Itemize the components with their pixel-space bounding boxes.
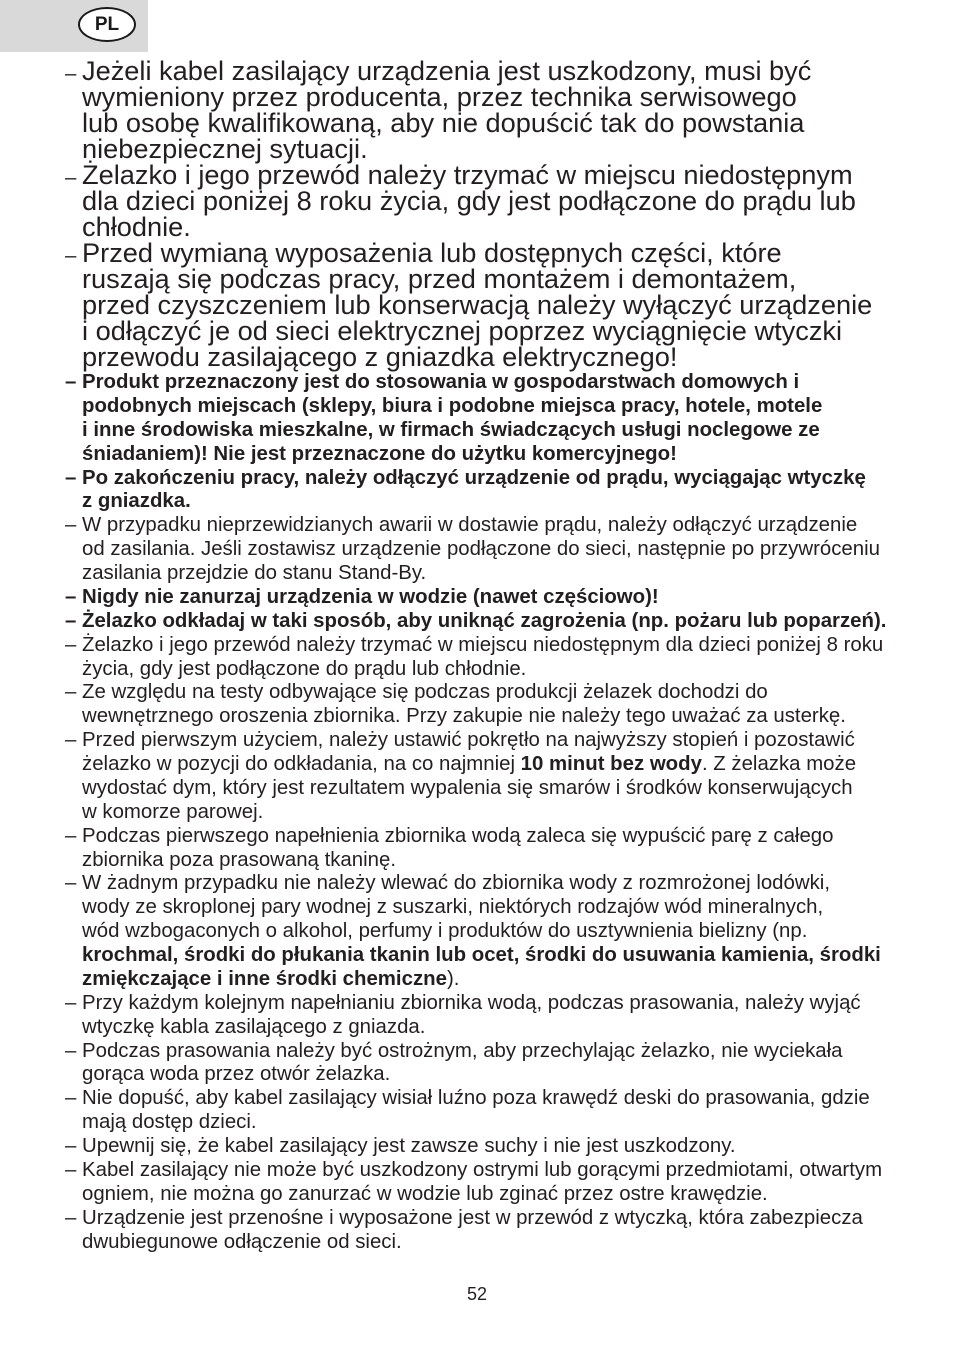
- text-segment: Ze względu na testy odbywające się podczas produkcji żelazek dochodzi do: [82, 681, 768, 704]
- instruction-item-line: [0, 825, 954, 849]
- text-segment: gorąca woda przez otwór żelazka.: [82, 1063, 391, 1086]
- text-segment: zbiornika poza prasowaną tkaninę.: [82, 848, 396, 871]
- instruction-item-line: [0, 1063, 954, 1087]
- text-segment: lub osobę kwalifikowaną, aby nie dopuścić tak do powstania: [82, 106, 805, 138]
- instruction-item-line: [0, 634, 954, 658]
- list-bullet: –: [65, 62, 77, 85]
- text-segment: W żadnym przypadku nie należy wlewać do zbiornika wody z rozmrożonej lodówki,: [82, 872, 830, 895]
- text-segment: w komorze parowej.: [82, 800, 264, 823]
- text-segment: niebezpiecznej sytuacji.: [82, 132, 368, 164]
- text-segment: mają dostęp dzieci.: [82, 1111, 257, 1134]
- text-segment: 10 minut bez wody: [520, 753, 702, 775]
- text-segment: żelazko w pozycji do odkładania, na co najmniej: [82, 753, 521, 775]
- list-bullet: –: [65, 1039, 77, 1062]
- list-bullet: –: [65, 1158, 77, 1181]
- list-bullet: –: [65, 514, 77, 537]
- text-segment: wody ze skroplonej pary wodnej z suszarki, niektórych rodzajów wód mineralnych,: [82, 896, 824, 919]
- text-segment: W przypadku nieprzewidzianych awarii w dostawie prądu, należy odłączyć urządzenie: [82, 514, 858, 537]
- text-segment: wewnętrznego oroszenia zbiornika. Przy zakupie nie należy tego uważać za usterkę.: [82, 705, 846, 728]
- instruction-item-line: [0, 849, 954, 873]
- text-segment: od zasilania. Jeśli zostawisz urządzenie podłączone do sieci, następnie po przywróceniu: [82, 538, 880, 561]
- warning-item: [0, 158, 954, 242]
- instruction-item: [0, 992, 954, 1040]
- instruction-item: [0, 825, 954, 873]
- instruction-item-line: [0, 419, 954, 443]
- instruction-item: [0, 586, 954, 610]
- instruction-item-line: [0, 1087, 954, 1111]
- text-segment: ruszają się podczas pracy, przed montażem i demontażem,: [82, 262, 797, 294]
- instruction-item-line: [0, 586, 954, 610]
- instruction-item-line: [0, 490, 954, 514]
- instruction-item-line: [0, 968, 954, 992]
- instruction-item-line: [0, 1111, 954, 1135]
- instruction-item-line: [0, 729, 954, 753]
- language-tab: [0, 0, 148, 52]
- list-bullet: –: [65, 371, 77, 393]
- instruction-item-line: [0, 1040, 954, 1064]
- instruction-item-line: [0, 1159, 954, 1183]
- text-segment: . Z żelazka może: [701, 753, 857, 775]
- text-segment: krochmal, środki do płukania tkanin lub ocet, środki do usuwania kamienia, środki: [82, 944, 881, 966]
- instruction-item-line: [0, 371, 954, 395]
- warning-item-line: [0, 340, 954, 372]
- instruction-item: [0, 729, 954, 825]
- list-bullet: –: [65, 609, 77, 632]
- text-segment: Produkt przeznaczony jest do stosowania w gospodarstwach domowych i: [82, 371, 800, 393]
- instruction-item-line: [0, 395, 954, 419]
- instruction-item: [0, 872, 954, 991]
- instruction-item-line: [0, 1016, 954, 1040]
- instruction-item-line: [0, 538, 954, 562]
- instruction-item-line: [0, 944, 954, 968]
- text-segment: zasilania przejdzie do stanu Stand-By.: [82, 562, 427, 584]
- text-segment: wydostać dym, który jest rezultatem wypalenia się smarów i środków konserwujących: [82, 776, 853, 799]
- instruction-item: [0, 1159, 954, 1207]
- instruction-item: [0, 610, 954, 634]
- text-segment: Nigdy nie zanurzaj urządzenia w wodzie (nawet częściowo)!: [82, 585, 659, 608]
- instruction-item-line: [0, 872, 954, 896]
- instruction-item-line: [0, 1207, 954, 1231]
- instruction-item-line: [0, 896, 954, 920]
- text-segment: Urządzenie jest przenośne i wyposażone jest w przewód z wtyczką, która zabezpiecza: [82, 1206, 863, 1229]
- text-segment: dla dzieci poniżej 8 roku życia, gdy jest podłączone do prądu lub: [82, 184, 856, 216]
- text-segment: ogniem, nie można go zanurzać w wodzie lub zginać przez ostre krawędzie.: [82, 1182, 768, 1205]
- text-segment: Po zakończeniu pracy, należy odłączyć urządzenie od prądu, wyciągając wtyczkę: [82, 466, 866, 489]
- text-segment: Żelazko i jego przewód należy trzymać w miejscu niedostępnym: [82, 158, 853, 190]
- text-segment: Podczas pierwszego napełnienia zbiornika wodą zaleca się wypuścić parę z całego: [82, 824, 834, 847]
- text-segment: i odłączyć je od sieci elektrycznej poprzez wyciągnięcie wtyczki: [82, 314, 843, 346]
- text-segment: z gniazdka.: [82, 490, 191, 513]
- list-bullet: –: [65, 244, 77, 267]
- instruction-item: [0, 1040, 954, 1088]
- instruction-item: [0, 1135, 954, 1159]
- instruction-item-line: [0, 443, 954, 467]
- list-bullet: –: [65, 1087, 77, 1110]
- instruction-item-line: [0, 777, 954, 801]
- instruction-item-line: [0, 467, 954, 491]
- text-segment: Podczas prasowania należy być ostrożnym, aby przechylając żelazko, nie wyciekała: [82, 1039, 843, 1062]
- instruction-item: [0, 634, 954, 682]
- instruction-item: [0, 1087, 954, 1135]
- text-segment: Jeżeli kabel zasilający urządzenia jest uszkodzony, musi być: [82, 54, 812, 86]
- text-segment: dwubiegunowe odłączenie od sieci.: [82, 1230, 402, 1253]
- list-bullet: –: [65, 585, 77, 608]
- text-segment: Nie dopuść, aby kabel zasilający wisiał luźno poza krawędź deski do prasowania, gdzie: [82, 1087, 870, 1110]
- text-segment: Żelazko i jego przewód należy trzymać w miejscu niedostępnym dla dzieci poniżej 8 roku: [82, 633, 884, 656]
- text-segment: zmiękczające i inne środki chemiczne: [82, 967, 447, 990]
- instruction-item-line: [0, 920, 954, 944]
- instruction-item-line: [0, 992, 954, 1016]
- instruction-item-line: [0, 753, 954, 777]
- text-segment: Upewnij się, że kabel zasilający jest zawsze suchy i nie jest uszkodzony.: [82, 1135, 736, 1157]
- language-badge: PL: [78, 7, 136, 42]
- safety-instructions-list: [0, 371, 954, 1254]
- instruction-item-line: [0, 1135, 954, 1159]
- instruction-item: [0, 514, 954, 586]
- instruction-item: [0, 371, 954, 467]
- text-segment: chłodnie.: [82, 210, 191, 242]
- instruction-item-line: [0, 658, 954, 682]
- list-bullet: –: [65, 681, 77, 704]
- instruction-item-line: [0, 610, 954, 634]
- text-segment: przed czyszczeniem lub konserwacją należy wyłączyć urządzenie: [82, 288, 873, 320]
- instruction-item-line: [0, 681, 954, 705]
- text-segment: Przy każdym kolejnym napełnianiu zbiornika wodą, podczas prasowania, należy wyjąć: [82, 991, 861, 1014]
- text-segment: życia, gdy jest podłączone do prądu lub chłodnie.: [82, 657, 527, 680]
- text-segment: i inne środowiska mieszkalne, w firmach świadczących usługi noclegowe ze: [82, 418, 820, 441]
- instruction-item-line: [0, 801, 954, 825]
- text-segment: podobnych miejscach (sklepy, biura i podobne miejsca pracy, hotele, motele: [82, 394, 823, 417]
- instruction-item-line: [0, 1183, 954, 1207]
- instruction-item-line: [0, 1231, 954, 1255]
- instruction-item: [0, 681, 954, 729]
- instruction-item-line: [0, 514, 954, 538]
- list-bullet: –: [65, 166, 77, 189]
- warning-item: [0, 236, 954, 372]
- list-bullet: –: [65, 991, 77, 1014]
- instruction-item: [0, 1207, 954, 1255]
- warning-item: [0, 54, 954, 164]
- text-segment: Kabel zasilający nie może być uszkodzony ostrymi lub gorącymi przedmiotami, otwartym: [82, 1158, 883, 1181]
- text-segment: Przed wymianą wyposażenia lub dostępnych części, które: [82, 236, 782, 268]
- list-bullet: –: [65, 729, 77, 752]
- text-segment: wtyczkę kabla zasilającego z gniazda.: [82, 1015, 426, 1038]
- list-bullet: –: [65, 1135, 77, 1157]
- list-bullet: –: [65, 824, 77, 847]
- list-bullet: –: [65, 872, 77, 895]
- list-bullet: –: [65, 1206, 77, 1229]
- list-bullet: –: [65, 466, 77, 489]
- text-segment: śniadaniem)! Nie jest przeznaczone do użytku komercyjnego!: [82, 442, 677, 465]
- text-segment: ).: [446, 967, 460, 990]
- safety-warnings-list: [0, 54, 954, 372]
- instruction-item-line: [0, 705, 954, 729]
- text-segment: wód wzbogaconych o alkohol, perfumy i produktów do usztywnienia bielizny (np.: [82, 920, 808, 943]
- instruction-item: [0, 467, 954, 515]
- text-segment: wymieniony przez producenta, przez technika serwisowego: [82, 80, 797, 112]
- text-segment: Przed pierwszym użyciem, należy ustawić pokrętło na najwyższy stopień i pozostawić: [82, 729, 855, 752]
- text-segment: Żelazko odkładaj w taki sposób, aby uniknąć zagrożenia (np. pożaru lub poparzeń).: [82, 609, 887, 632]
- text-segment: przewodu zasilającego z gniazdka elektrycznego!: [82, 340, 678, 372]
- list-bullet: –: [65, 633, 77, 656]
- instruction-item-line: [0, 562, 954, 586]
- page-number: 52: [466, 1284, 488, 1304]
